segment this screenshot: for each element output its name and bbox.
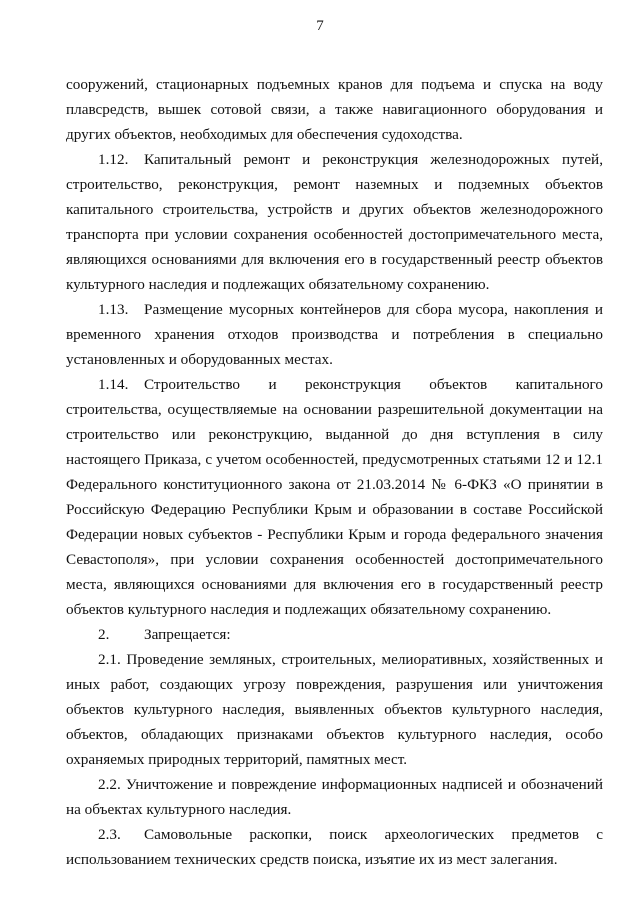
paragraph-text: Самовольные раскопки, поиск археологических предметов с использованием технических средств поиска, изъятие их из мест залегания. (66, 826, 603, 868)
paragraph-text: Размещение мусорных контейнеров для сбора мусора, накопления и временного хранения отходов производства и потребления в специально установленных и оборудованных местах. (66, 301, 603, 368)
paragraph-text: Капитальный ремонт и реконструкция железнодорожных путей, строительство, реконструкция, ремонт наземных и подземных объектов капитального строительства, устройств и других объектов железнодорожного транспорта при условии сохранения особенностей достопримечательного места, являющихся основаниями для включения его в государственный реестр объектов культурного наследия и подлежащих обязательному сохранению. (66, 151, 603, 293)
paragraph-2-3 (66, 822, 603, 872)
paragraph-number: 1.12. (98, 151, 129, 168)
paragraph-text: 2.1. Проведение земляных, строительных, мелиоративных, хозяйственных и иных работ, создающих угрозу повреждения, разрушения или уничтожения объектов культурного наследия, выявленных объектов культурного наследия, объектов, обладающих признаками объектов культурного наследия, особо охраняемых природных территорий, памятных мест. (66, 651, 603, 768)
page-number: 7 (316, 18, 324, 34)
paragraph-number: 1.14. (98, 376, 129, 393)
paragraph-number: 1.13. (98, 301, 129, 318)
paragraph-continuation (66, 72, 603, 147)
paragraph-1-13 (66, 297, 603, 372)
paragraph-text: 2.2. Уничтожение и повреждение информационных надписей и обозначений на объектах культурного наследия. (66, 776, 603, 818)
paragraph-1-12 (66, 147, 603, 297)
paragraph-text: сооружений, стационарных подъемных кранов для подъема и спуска на воду плавсредств, вышек сотовой связи, а также навигационного оборудования и других объектов, необходимых для обеспечения судоходства. (66, 76, 603, 143)
paragraph-text: Строительство и реконструкция объектов капитального строительства, осуществляемые на основании разрешительной документации на строительство или реконструкцию, выданной до дня вступления в силу настоящего Приказа, с учетом особенностей, предусмотренных статьями 12 и 12.1 Федерального конституционного закона от 21.03.2014 № 6-ФКЗ «О принятии в Российскую Федерацию Республики Крым и образовании в составе Российской Федерации новых субъектов - Республики Крым и города федерального значения Севастополя», при условии сохранения особенностей достопримечательного места, являющихся основаниями для включения его в государственный реестр объектов культурного наследия и подлежащих обязательному сохранению. (66, 376, 603, 618)
paragraph-text: Запрещается: (144, 626, 231, 643)
paragraph-2-2 (66, 772, 603, 822)
paragraph-1-14 (66, 372, 603, 622)
paragraph-number: 2. (98, 626, 110, 643)
paragraph-2-1 (66, 647, 603, 772)
document-body (66, 72, 603, 872)
paragraph-number: 2.3. (98, 826, 121, 843)
paragraph-2 (66, 622, 603, 647)
